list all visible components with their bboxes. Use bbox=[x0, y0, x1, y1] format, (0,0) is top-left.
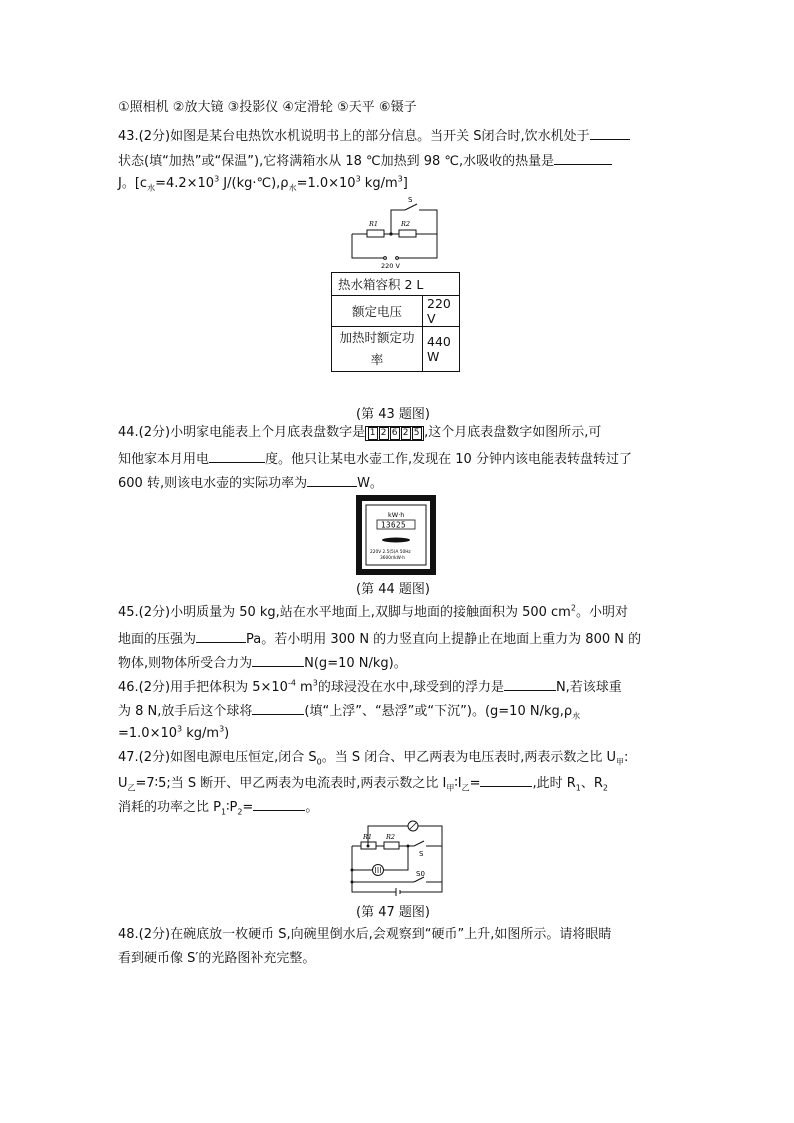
q47-line2: $U_乙=7∶5$;当 S 断开、甲乙两表为电流表时,两表示数之比 $I_甲∶I_乙=$ ,此时 $R_1$、$R_2$ bbox=[118, 772, 608, 794]
q44-line2: 知他家本月用电 度。他只让某电水壶工作,发现在 10 分钟内该电能表转盘转过了 bbox=[118, 448, 632, 470]
q47-circuit-diagram bbox=[348, 818, 448, 900]
q43-caption: (第 43 题图) bbox=[356, 407, 430, 422]
meter-spec: 220V 2.5(5)A 50Hz bbox=[370, 550, 411, 555]
q46-line1: 46.(2分)用手把体积为 $5\times 10^{-4}$ $m^3$的球浸没在水中,球受到的浮力是 N,若该球重 bbox=[118, 676, 622, 698]
q44-line3: 600 转,则该电水壶的实际功率为 W。 bbox=[118, 472, 383, 494]
q44-caption: (第 44 题图) bbox=[356, 582, 430, 597]
meter-rate: 3600r/kW·h bbox=[380, 556, 405, 561]
q45-line2: 地面的压强为 Pa。若小明用 300 N 的力竖直向上提静止在地面上重力为 800 N 的 bbox=[118, 628, 641, 650]
answer-blank[interactable] bbox=[590, 125, 630, 140]
q43-line2: 状态(填“加热”或“保温”),它将满箱水从 18 ℃加热到 98 ℃,水吸收的热量是 bbox=[118, 150, 612, 172]
r2-label: R2 bbox=[401, 220, 411, 228]
q46-line2: 为 8 N,放手后这个球将 (填“上浮”、“悬浮”或“下沉”)。(g=10 $N/kg,\rho_水$ bbox=[118, 700, 580, 722]
answer-blank[interactable] bbox=[209, 448, 265, 463]
answer-blank[interactable] bbox=[252, 652, 304, 667]
r2-label: R2 bbox=[386, 833, 396, 841]
q48-line1: 48.(2分)在碗底放一枚硬币 S,向碗里倒水后,会观察到“硬币”上升,如图所示。请将眼睛 bbox=[118, 927, 612, 942]
q47-caption: (第 47 题图) bbox=[356, 905, 430, 920]
q46-line3: $=1.0\times 10^3$ $kg/m^3$) bbox=[118, 724, 230, 741]
switch-s-label: S bbox=[419, 850, 424, 858]
q43-line1: 43.(2分)如图是某台电热饮水机说明书上的部分信息。当开关 S闭合时,饮水机处于 bbox=[118, 125, 630, 147]
q47-line1: 47.(2分)如图电源电压恒定,闭合 $S_0$。当 S 闭合、甲乙两表为电压表时,两表示数之比 $U_甲$: bbox=[118, 750, 629, 767]
voltage-label: 220 V bbox=[381, 262, 400, 270]
answer-blank[interactable] bbox=[307, 472, 357, 487]
switch-s0-label: S0 bbox=[416, 870, 425, 878]
answer-blank[interactable] bbox=[252, 700, 304, 715]
table-row: 额定电压 220 V bbox=[332, 296, 460, 327]
answer-blank[interactable] bbox=[196, 628, 246, 643]
prev-meter-digits: 1 2 6 2 5 bbox=[365, 426, 424, 441]
answer-blank[interactable] bbox=[480, 772, 532, 787]
answer-blank[interactable] bbox=[253, 796, 305, 811]
q42-options: ①照相机 ②放大镜 ③投影仪 ④定滑轮 ⑤天平 ⑥镊子 bbox=[118, 100, 417, 115]
r1-label: R1 bbox=[363, 833, 373, 841]
switch-s-label: S bbox=[408, 196, 413, 204]
q43-spec-table bbox=[331, 272, 460, 372]
q44-line1: 44.(2分)小明家电能表上个月底表盘数字是 1 2 6 2 5 ,这个月底表盘数字如图所示,可 bbox=[118, 425, 602, 440]
q45-line3: 物体,则物体所受合力为 N(g=10 N/kg)。 bbox=[118, 652, 407, 674]
q48-line2: 看到硬币像 S′的光路图补充完整。 bbox=[118, 951, 316, 966]
meter-digits: 13625 bbox=[381, 520, 407, 530]
q43-line3: J。[$c_水=4.2\times 10^3$ $J/(kg\cdot℃),\rho_水=1.0\times 10^3$ $kg/m^3$] bbox=[118, 174, 408, 193]
r1-label: R1 bbox=[369, 220, 379, 228]
electric-meter-image bbox=[356, 495, 436, 575]
q45-line1: 45.(2分)小明质量为 50 kg,站在水平地面上,双脚与地面的接触面积为 500 $cm^2$。小明对 bbox=[118, 603, 628, 620]
q43-circuit-diagram bbox=[345, 192, 445, 272]
answer-blank[interactable] bbox=[504, 676, 556, 691]
q47-line3: 消耗的功率之比 $P_1∶P_2=$ 。 bbox=[118, 796, 318, 818]
table-row: 加热时额定功率 440 W bbox=[332, 327, 460, 372]
answer-blank[interactable] bbox=[554, 150, 612, 165]
table-row: 热水箱容积 2 L bbox=[332, 273, 460, 296]
meter-unit: kW·h bbox=[388, 511, 405, 519]
